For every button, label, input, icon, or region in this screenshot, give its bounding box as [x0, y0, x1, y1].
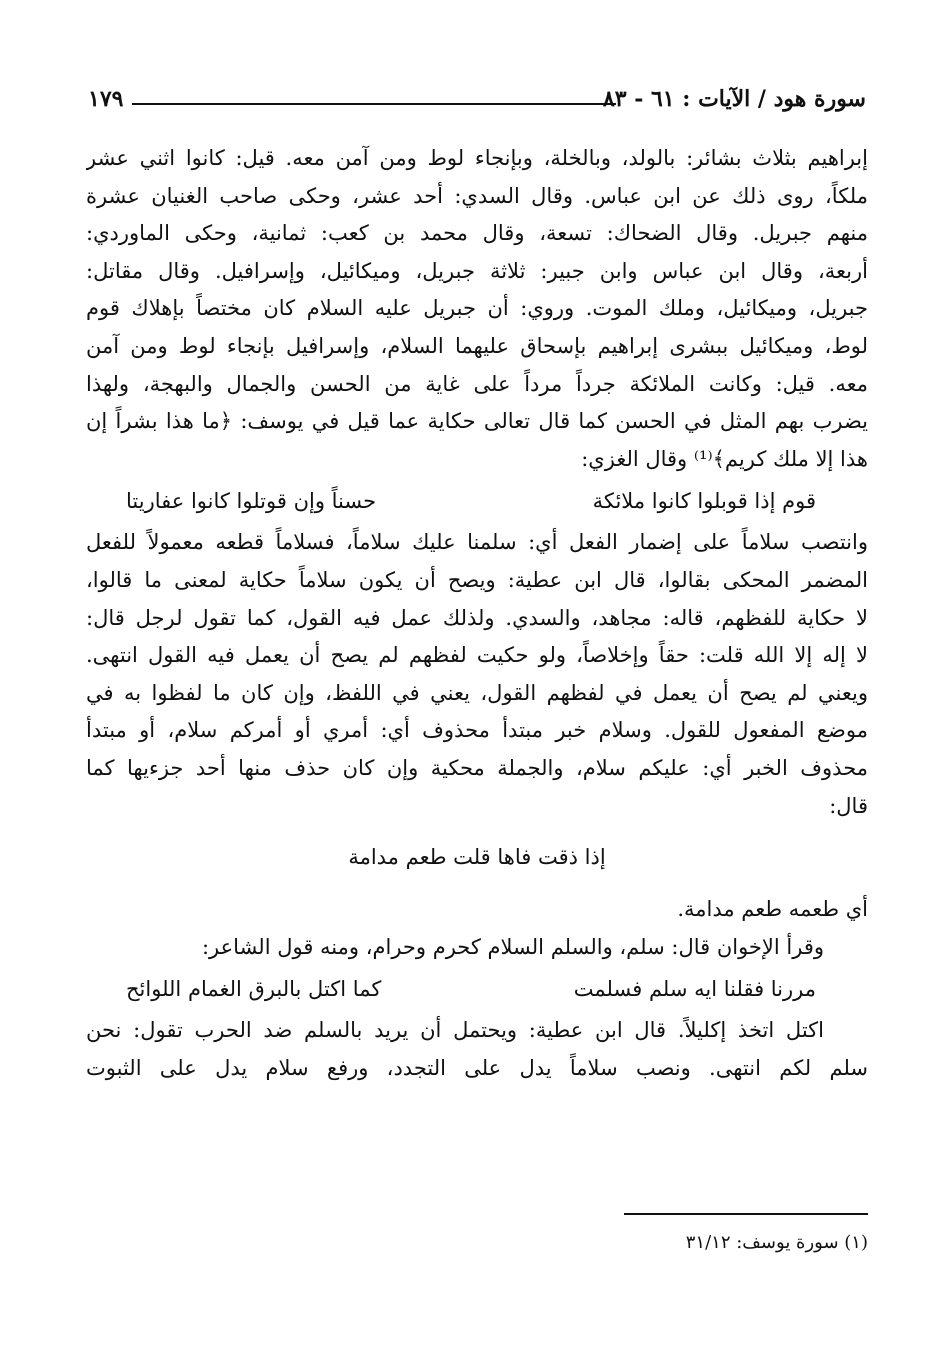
main-text — [86, 140, 868, 1087]
page-header — [88, 86, 866, 120]
text-line: المضمر المحكى بقالوا، قال ابن عطية: ويصح أن يكون سلاماً حكاية لمعنى ما قالوا، — [86, 567, 868, 592]
text-line: لوط، وميكائيل ببشرى إبراهيم بإسحاق عليهما السلام، وإسرافيل بإنجاء لوط ومن آمن — [86, 333, 868, 358]
verse-first-hemistich: قوم إذا قوبلوا كانوا ملائكة — [592, 489, 816, 514]
verse-hemistich: إذا ذقت فاها قلت طعم مدامة — [348, 845, 606, 870]
text-line: سلم لكم انتهى. ونصب سلاماً يدل على التجدد، ورفع سلام يدل على الثبوت — [86, 1055, 868, 1080]
verse-second-hemistich: كما اكتل بالبرق الغمام اللوائح — [126, 977, 382, 1002]
text-line: جبريل، وميكائيل، وملك الموت. وروي: أن جبريل عليه السلام كان مختصاً بإهلاك قوم — [86, 296, 868, 321]
text-line: معه. قيل: وكانت الملائكة جرداً مرداً على غاية من الحسن والجمال والبهجة، ولهذا — [86, 371, 868, 396]
text-line: وقرأ الإخوان قال: سلم، والسلم السلام كحرم وحرام، ومنه قول الشاعر: — [201, 934, 824, 959]
text-line: أربعة، وقال ابن عباس وابن جبير: ثلاثة جبريل، وميكائيل، وإسرافيل. وقال مقاتل: — [86, 258, 868, 283]
poetry-verse — [86, 966, 868, 1012]
running-title: سورة هود / الآيات : ٦١ - ٨٣ — [602, 86, 866, 112]
text-line: منهم جبريل. وقال الضحاك: تسعة، وقال محمد بن كعب: ثمانية، وحكى الماوردي: — [86, 221, 868, 246]
verse-second-hemistich: حسناً وإن قوتلوا كانوا عفاريتا — [126, 489, 377, 514]
text-line: اكتل اتخذ إكليلاً. قال ابن عطية: ويحتمل أن يريد بالسلم ضد الحرب تقول: نحن — [86, 1018, 824, 1043]
text-line: يضرب بهم المثل في الحسن كما قال تعالى حكاية عما قيل في يوسف: ﴿ما هذا بشراً إن — [86, 409, 868, 434]
text-line: قال: — [829, 793, 868, 818]
text-line: لا حكاية للفظهم، قاله: مجاهد، والسدي. ولذلك عمل فيه القول، كما تقول لرجل قال: — [86, 605, 868, 630]
verse-first-hemistich: مررنا فقلنا ايه سلم فسلمت — [573, 977, 816, 1002]
text-line: هذا إلا ملك كريم﴾⁽¹⁾ وقال الغزي: — [581, 446, 868, 471]
text-line: إبراهيم بثلاث بشائر: بالولد، وبالخلة، وبإنجاء لوط ومن آمن معه. قيل: كانوا اثني عشر — [86, 146, 868, 170]
page-number: ١٧٩ — [88, 86, 124, 112]
poetry-verse-single — [86, 825, 868, 891]
text-line: لا إله إلا الله قلت: حقاً وإخلاصاً، ولو حكيت لفظهم لم يصح أن يعمل فيه القول انتهى. — [86, 643, 868, 668]
text-line: محذوف الخبر أي: عليكم سلام، والجملة محكية وإن كان حذف منها أحد جزءيها كما — [86, 755, 868, 780]
footnote-rule — [624, 1213, 868, 1215]
poetry-verse — [86, 478, 868, 524]
text-line: موضع المفعول للقول. وسلام خبر مبتدأ محذوف أي: أمري أو أمركم سلام، أو مبتدأ — [86, 718, 868, 743]
text-line: أي طعمه طعم مدامة. — [677, 897, 868, 922]
text-line: ويعني لم يصح أن يعمل في لفظهم القول، يعني في اللفظ، وإن كان ما لفظوا به في — [86, 680, 868, 705]
header-rule — [132, 103, 616, 105]
text-line: ملكاً، روى ذلك عن ابن عباس. وقال السدي: أحد عشر، وحكى صاحب الغنيان عشرة — [86, 183, 868, 208]
footnote: (١) سورة يوسف: ٣١/١٢ — [685, 1232, 868, 1253]
text-line: وانتصب سلاماً على إضمار الفعل أي: سلمنا عليك سلاماً، فسلاماً قطعه معمولاً للفعل — [86, 530, 868, 555]
